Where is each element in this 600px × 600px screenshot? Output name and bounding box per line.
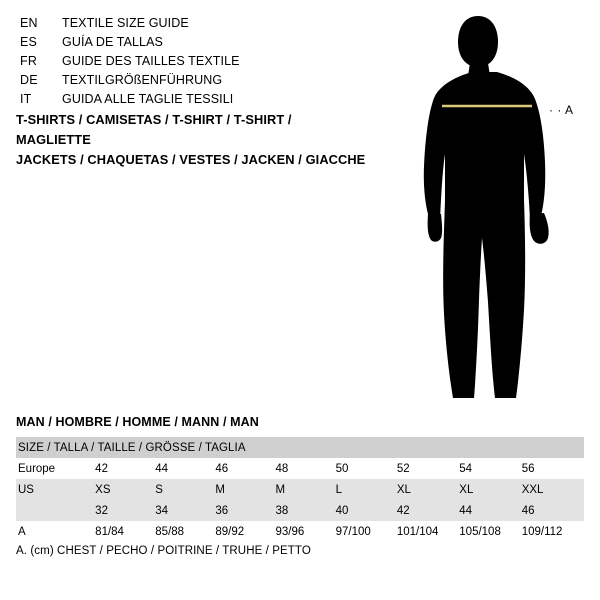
cell: 89/92: [215, 521, 275, 542]
table-row: [16, 521, 584, 542]
language-legend: [20, 16, 360, 111]
legend-text-fr: GUIDE DES TAILLES TEXTILE: [62, 54, 240, 68]
cell: 42: [397, 500, 459, 521]
chest-label-dots: · ·: [549, 103, 562, 117]
table-title: MAN / HOMBRE / HOMME / MANN / MAN: [16, 415, 259, 429]
cell: S: [155, 479, 215, 500]
row-label-europe: Europe: [16, 458, 95, 479]
cell: 97/100: [336, 521, 397, 542]
cell: 42: [95, 458, 155, 479]
cell: L: [336, 479, 397, 500]
cell: 85/88: [155, 521, 215, 542]
table-row: [16, 458, 584, 479]
cell: 38: [276, 500, 336, 521]
size-table-section: [16, 415, 584, 542]
legend-text-de: TEXTILGRÖßENFÜHRUNG: [62, 73, 223, 87]
legend-row: [20, 92, 360, 111]
category-jackets: JACKETS / CHAQUETAS / VESTES / JACKEN / GIACCHE: [16, 152, 366, 167]
cell: 44: [155, 458, 215, 479]
cell: 52: [397, 458, 459, 479]
row-label-us-numeric: [16, 500, 95, 521]
cell: 36: [215, 500, 275, 521]
legend-code-en: EN: [20, 16, 38, 30]
row-label-us: US: [16, 479, 95, 500]
table-row: [16, 479, 584, 500]
legend-row: [20, 16, 360, 35]
table-header-label: SIZE / TALLA / TAILLE / GRÖSSE / TAGLIA: [16, 437, 584, 458]
cell: 40: [336, 500, 397, 521]
cell: 46: [215, 458, 275, 479]
cell: 32: [95, 500, 155, 521]
cell: 50: [336, 458, 397, 479]
male-silhouette-illustration: [400, 14, 585, 404]
category-headings: [16, 110, 366, 170]
cell: 48: [276, 458, 336, 479]
category-tshirts: T-SHIRTS / CAMISETAS / T-SHIRT / T-SHIRT / MAGLIETTE: [16, 112, 292, 147]
legend-row: [20, 54, 360, 73]
legend-code-es: ES: [20, 35, 38, 49]
legend-row: [20, 73, 360, 92]
row-label-chest: A: [16, 521, 95, 542]
chest-label: [549, 103, 574, 117]
cell: XL: [459, 479, 521, 500]
legend-code-fr: FR: [20, 54, 38, 68]
cell: 56: [522, 458, 584, 479]
cell: 46: [522, 500, 584, 521]
size-table: [16, 437, 584, 542]
table-footnote: A. (cm) CHEST / PECHO / POITRINE / TRUHE / PETTO: [16, 545, 311, 557]
cell: 34: [155, 500, 215, 521]
legend-text-it: GUIDA ALLE TAGLIE TESSILI: [62, 92, 234, 106]
cell: 105/108: [459, 521, 521, 542]
table-row: [16, 500, 584, 521]
legend-text-es: GUÍA DE TALLAS: [62, 35, 163, 49]
cell: 109/112: [522, 521, 584, 542]
cell: XS: [95, 479, 155, 500]
table-header-row: [16, 437, 584, 458]
legend-code-it: IT: [20, 92, 32, 106]
silhouette-body: [424, 16, 549, 398]
cell: 93/96: [276, 521, 336, 542]
cell: M: [276, 479, 336, 500]
legend-row: [20, 35, 360, 54]
legend-code-de: DE: [20, 73, 38, 87]
cell: M: [215, 479, 275, 500]
chest-label-letter: A: [565, 103, 574, 117]
silhouette-svg: [400, 14, 585, 404]
cell: 54: [459, 458, 521, 479]
cell: XL: [397, 479, 459, 500]
cell: 81/84: [95, 521, 155, 542]
cell: 44: [459, 500, 521, 521]
cell: XXL: [522, 479, 584, 500]
legend-text-en: TEXTILE SIZE GUIDE: [62, 16, 189, 30]
cell: 101/104: [397, 521, 459, 542]
